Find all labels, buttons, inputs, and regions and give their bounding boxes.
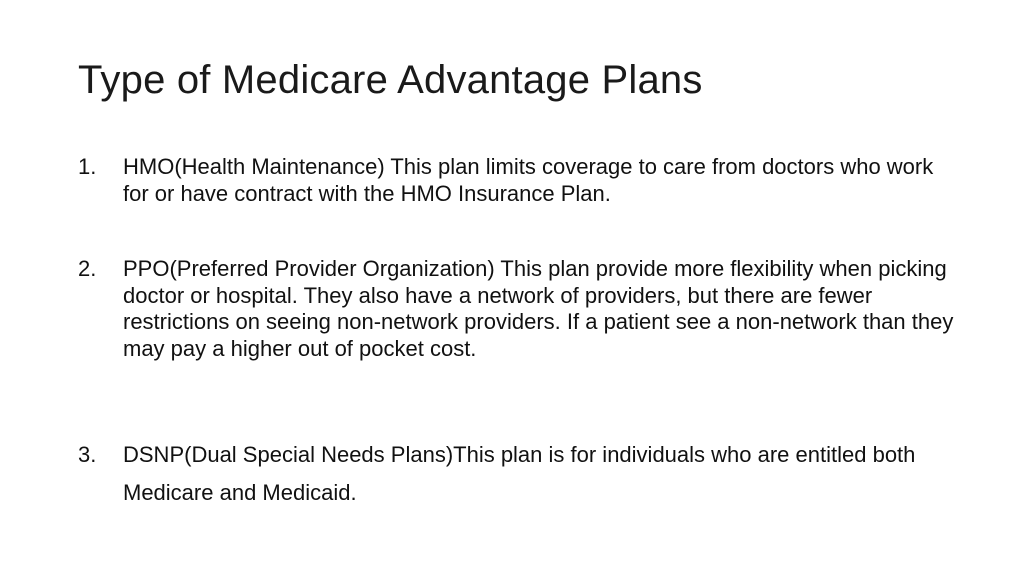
list-item-text: DSNP(Dual Special Needs Plans)This plan is for individuals who are entitled both Medicare and Medicaid. — [123, 442, 916, 505]
list-item-number: 2. — [78, 256, 97, 281]
list-item-text: HMO(Health Maintenance) This plan limits coverage to care from doctors who work for or have contract with the HMO Insurance Plan. — [123, 154, 934, 206]
list-item-ppo — [78, 256, 958, 362]
list-item-number: 3. — [78, 442, 97, 467]
slide-title: Type of Medicare Advantage Plans — [78, 58, 703, 102]
list-item-text: PPO(Preferred Provider Organization) This plan provide more flexibility when picking doctor or hospital. They also have a network of providers, but there are fewer restrictions on seeing non-network providers. If a patient see a non-network than they may pay a higher out of pocket cost. — [123, 256, 954, 361]
list-item-hmo — [78, 154, 958, 207]
list-item-number: 1. — [78, 154, 97, 179]
list-item-dsnp — [78, 436, 958, 512]
